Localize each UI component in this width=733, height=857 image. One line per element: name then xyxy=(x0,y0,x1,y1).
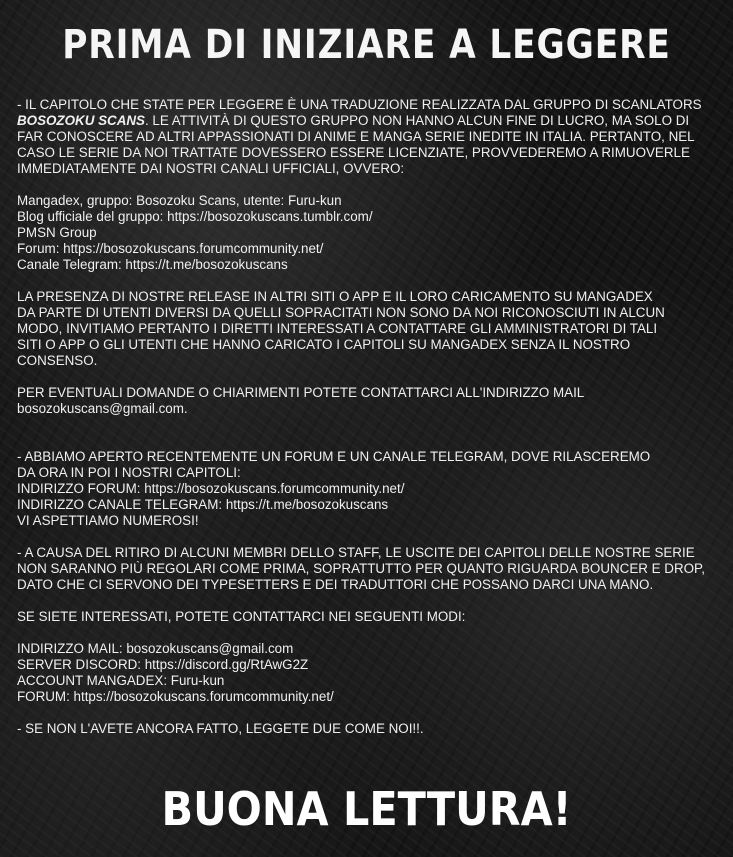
p2-line-2: DA PARTE DI UTENTI DIVERSI DA QUELLI SOPRACITATI NON SONO DA NOI RICONOSCIUTI IN ALCUN xyxy=(17,305,665,320)
page-title: PRIMA DI INIZIARE A LEGGERE xyxy=(62,22,671,68)
footer-greeting: BUONA LETTURA! xyxy=(161,782,572,836)
channel-mangadex: Mangadex, gruppo: Bosozoku Scans, utente: Furu-kun xyxy=(17,193,342,208)
p1-line-5: IMMEDIATAMENTE DAI NOSTRI CANALI UFFICIALI, OVVERO: xyxy=(17,161,405,176)
p3-line-1: PER EVENTUALI DOMANDE O CHIARIMENTI POTETE CONTATTARCI ALL'INDIRIZZO MAIL xyxy=(17,385,585,400)
p7-line: - SE NON L'AVETE ANCORA FATTO, LEGGETE DUE COME NOI!!. xyxy=(17,721,424,736)
p1-line-1: - IL CAPITOLO CHE STATE PER LEGGERE È UNA TRADUZIONE REALIZZATA DAL GRUPPO DI SCANLATORS xyxy=(17,97,702,112)
p4-line-3: INDIRIZZO FORUM: https://bosozokuscans.forumcommunity.net/ xyxy=(17,481,405,496)
p4-line-1: - ABBIAMO APERTO RECENTEMENTE UN FORUM E UN CANALE TELEGRAM, DOVE RILASCEREMO xyxy=(17,449,651,464)
contact-mail: INDIRIZZO MAIL: bosozokuscans@gmail.com xyxy=(17,641,294,656)
p4-line-4: INDIRIZZO CANALE TELEGRAM: https://t.me/bosozokuscans xyxy=(17,497,389,512)
p4-line-5: VI ASPETTIAMO NUMEROSI! xyxy=(17,513,199,528)
channel-forum: Forum: https://bosozokuscans.forumcommunity.net/ xyxy=(17,241,324,256)
p1-line-2 xyxy=(17,113,722,129)
p2-line-1: LA PRESENZA DI NOSTRE RELEASE IN ALTRI SITI O APP E IL LORO CARICAMENTO SU MANGADEX xyxy=(17,289,653,304)
p1-line-2-rest: . LE ATTIVITÀ DI QUESTO GRUPPO NON HANNO ALCUN FINE DI LUCRO, MA SOLO DI xyxy=(144,113,690,128)
p2-line-3: MODO, INVITIAMO PERTANTO I DIRETTI INTERESSATI A CONTATTARE GLI AMMINISTRATORI DI TALI xyxy=(17,321,658,336)
p4-line-2: DA ORA IN POI I NOSTRI CAPITOLI: xyxy=(17,465,241,480)
channel-telegram: Canale Telegram: https://t.me/bosozokuscans xyxy=(17,257,288,272)
channel-blog: Blog ufficiale del gruppo: https://bosozokuscans.tumblr.com/ xyxy=(17,209,373,224)
p5-line-3: DATO CHE CI SERVONO DEI TYPESETTERS E DEI TRADUTTORI CHE POSSANO DARCI UNA MANO. xyxy=(17,577,654,592)
p6-line: SE SIETE INTERESSATI, POTETE CONTATTARCI NEI SEGUENTI MODI: xyxy=(17,609,466,624)
notice-body xyxy=(17,97,722,737)
contact-forum: FORUM: https://bosozokuscans.forumcommunity.net/ xyxy=(17,689,334,704)
contact-mangadex: ACCOUNT MANGADEX: Furu-kun xyxy=(17,673,225,688)
p1-line-3: FAR CONOSCERE AD ALTRI APPASSIONATI DI ANIME E MANGA SERIE INEDITE IN ITALIA. PERTANTO, NEL xyxy=(17,129,695,144)
p1-line-4: CASO LE SERIE DA NOI TRATTATE DOVESSERO ESSERE LICENZIATE, PROVVEDEREMO A RIMUOVERLE xyxy=(17,145,690,160)
channel-pmsn: PMSN Group xyxy=(17,225,97,240)
p5-line-2: NON SARANNO PIÙ REGOLARI COME PRIMA, SOPRATTUTTO PER QUANTO RIGUARDA BOUNCER E DROP, xyxy=(17,561,705,576)
p3-line-2: bosozokuscans@gmail.com. xyxy=(17,401,188,416)
p2-line-5: CONSENSO. xyxy=(17,353,98,368)
group-name: BOSOZOKU SCANS xyxy=(17,113,145,128)
p5-line-1: - A CAUSA DEL RITIRO DI ALCUNI MEMBRI DELLO STAFF, LE USCITE DEI CAPITOLI DELLE NOSTRE SERIE xyxy=(17,545,695,560)
p2-line-4: SITI O APP O GLI UTENTI CHE HANNO CARICATO I CAPITOLI SU MANGADEX SENZA IL NOSTRO xyxy=(17,337,631,352)
contact-discord: SERVER DISCORD: https://discord.gg/RtAwG2Z xyxy=(17,657,309,672)
